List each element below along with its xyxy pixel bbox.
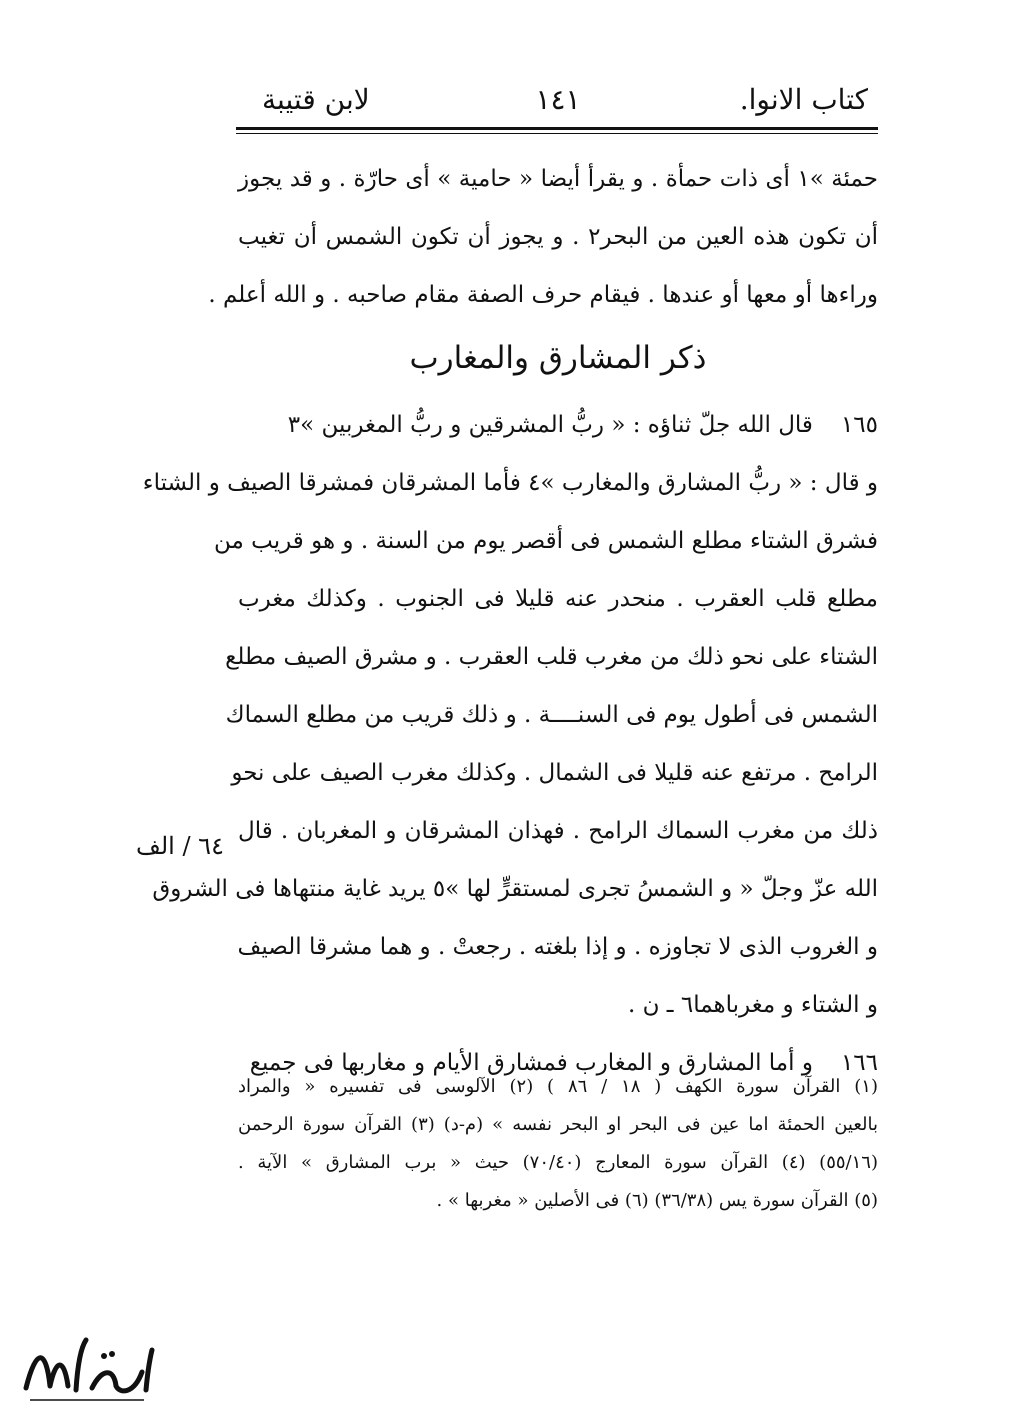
paragraph-165-first-line [238, 396, 878, 454]
paragraph-number: ١٦٥ [840, 412, 878, 438]
footnote-line: (١) القرآن سورة الكهف ( ١٨ / ٨٦ ) (٢) الآلوسى فى تفسيره « والمراد [238, 1076, 878, 1097]
text-line: و الغروب الذى لا تجاوزه . و إذا بلغته . رجعتْ . و هما مشرقا الصيف [237, 934, 878, 960]
text-line: الشتاء على نحو ذلك من مغرب قلب العقرب . و مشرق الصيف مطلع [225, 644, 878, 670]
text-line: و الشتاء و مغرباهما٦ ـ ن . [627, 992, 878, 1018]
page-number: ١٤١ [535, 83, 581, 116]
text-line: الشمس فى أطول يوم فى السنــــة . و ذلك قريب من مطلع السماك [225, 702, 878, 728]
author-title: لابن قتيبة [262, 83, 370, 116]
calligraphy-logo [16, 1328, 158, 1414]
paragraph-number: ١٦٦ [840, 1050, 878, 1076]
paragraph-text: و أما المشارق و المغارب فمشارق الأيام و مغاربها فى جميع [249, 1050, 813, 1076]
paragraph-text: قال الله جلّ ثناؤه : « ربُّ المشرقين و ربُّ المغربين »٣ [287, 412, 813, 438]
section-heading: ذكر المشارق والمغارب [409, 340, 707, 376]
footnote-line: بالعين الحمئة اما عين فى البحر او البحر نفسه » (م-د) (٣) القرآن سورة الرحمن [238, 1114, 878, 1135]
page-header [238, 80, 878, 126]
text-line: ذلك من مغرب السماك الرامح . فهذان المشرقان و المغربان . قال [238, 818, 878, 844]
text-line: الله عزّ وجلّ « و الشمسُ تجرى لمستقرٍّ لها »٥ يريد غاية منتهاها فى الشروق [152, 876, 878, 902]
text-line: وراءها أو معها أو عندها . فيقام حرف الصفة مقام صاحبه . و الله أعلم . [208, 282, 878, 308]
footnotes [238, 1068, 878, 1220]
margin-folio-note: ٦٤ / الف [136, 832, 224, 860]
text-line: مطلع قلب العقرب . منحدر عنه قليلا فى الجنوب . وكذلك مغرب [238, 586, 878, 612]
text-line: و قال : « ربُّ المشارق والمغارب »٤ فأما المشرقان فمشرقا الصيف و الشتاء [142, 470, 878, 496]
text-line: حمئة »١ أى ذات حمأة . و يقرأ أيضا « حامية » أى حارّة . و قد يجوز [238, 166, 879, 192]
header-rule-thick [236, 127, 878, 130]
header-rule-thin [236, 133, 878, 134]
running-title: كتاب الانوا. [739, 83, 868, 116]
text-line: الرامح . مرتفع عنه قليلا فى الشمال . وكذلك مغرب الصيف على نحو [231, 760, 878, 786]
text-line: فشرق الشتاء مطلع الشمس فى أقصر يوم من السنة . و هو قريب من [213, 528, 878, 554]
footnote-line: (٥٥/١٦) (٤) القرآن سورة المعارج (٧٠/٤٠) حيث « برب المشارق » الآية . [238, 1152, 878, 1173]
footnote-line: (٥) القرآن سورة يس (٣٦/٣٨) (٦) فى الأصلين « مغربها » . [436, 1190, 878, 1211]
text-line: أن تكون هذه العين من البحر٢ . و يجوز أن تكون الشمس أن تغيب [238, 224, 879, 250]
